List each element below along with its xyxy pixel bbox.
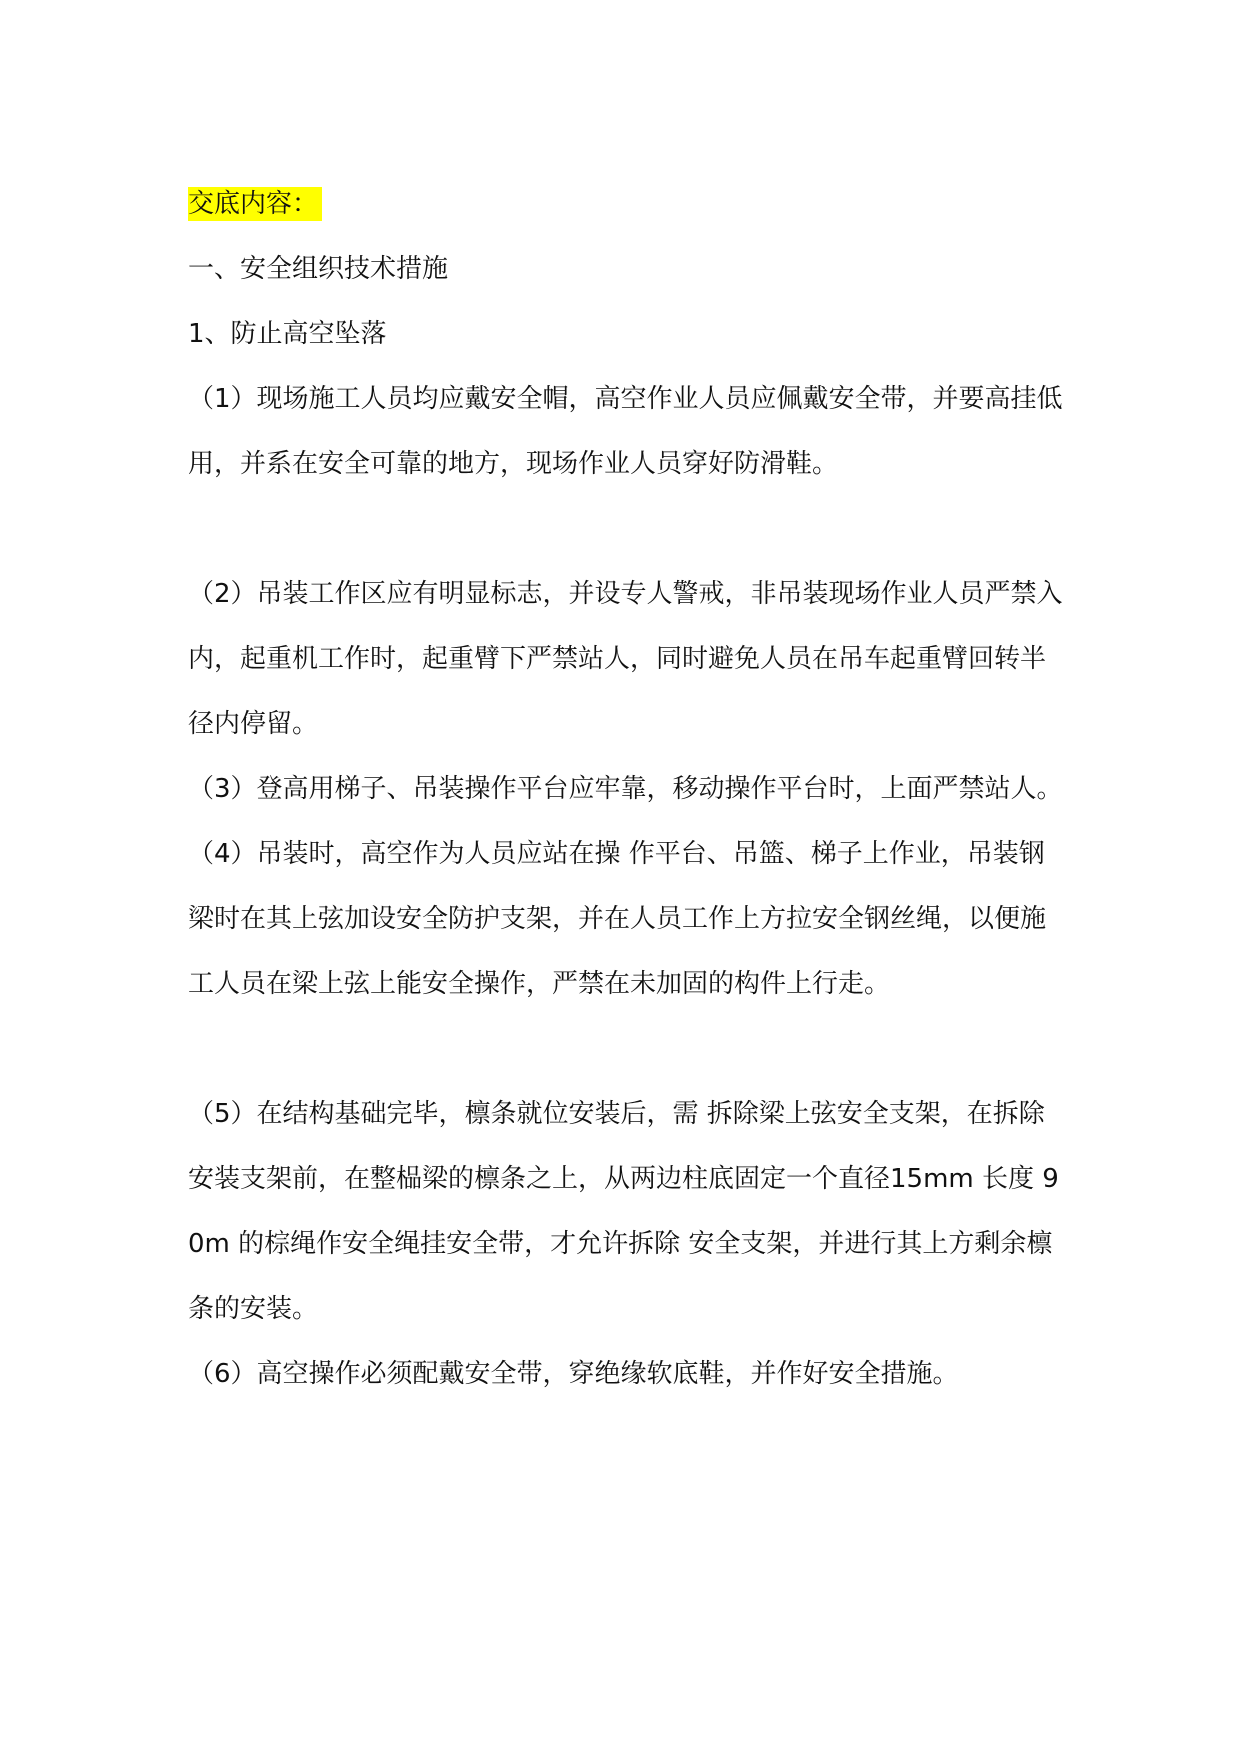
paragraph-gap <box>188 497 1068 562</box>
item-1-paragraph: （1）现场施工人员均应戴安全帽，高空作业人员应佩戴安全带，并要高挂低用，并系在安全可靠的地方，现场作业人员穿好防滑鞋。 <box>188 384 1063 479</box>
document-body <box>188 172 1068 1407</box>
item-2-paragraph: （2）吊装工作区应有明显标志，并设专人警戒，非吊装现场作业人员严禁入内，起重机工作时，起重臂下严禁站人，同时避免人员在吊车起重臂回转半径内停留。 <box>188 579 1063 739</box>
heading-line <box>188 172 1068 237</box>
item-3-paragraph: （3）登高用梯子、吊装操作平台应牢靠，移动操作平台时，上面严禁站人。 <box>188 774 1063 804</box>
paragraph-gap <box>188 1017 1068 1082</box>
subsection-title: 1、防止高空坠落 <box>188 319 387 349</box>
item-5-paragraph: （5）在结构基础完毕，檩条就位安装后，需 拆除梁上弦安全支架，在拆除安装支架前，在整榀梁的檩条之上，从两边柱底固定一个直径15mm 长度 90m 的棕绳作安全绳挂安全带，才允许拆除 安全支架，并进行其上方剩余檩条的安装。 <box>188 1099 1059 1324</box>
item-6-paragraph: （6）高空操作必须配戴安全带，穿绝缘软底鞋，并作好安全措施。 <box>188 1359 959 1389</box>
item-4-paragraph: （4）吊装时，高空作为人员应站在操 作平台、吊篮、梯子上作业，吊装钢梁时在其上弦加设安全防护支架，并在人员工作上方拉安全钢丝绳，以便施工人员在梁上弦上能安全操作，严禁在未加固的构件上行走。 <box>188 839 1047 999</box>
section-title: 一、安全组织技术措施 <box>188 254 449 284</box>
highlighted-heading: 交底内容： <box>188 187 322 221</box>
